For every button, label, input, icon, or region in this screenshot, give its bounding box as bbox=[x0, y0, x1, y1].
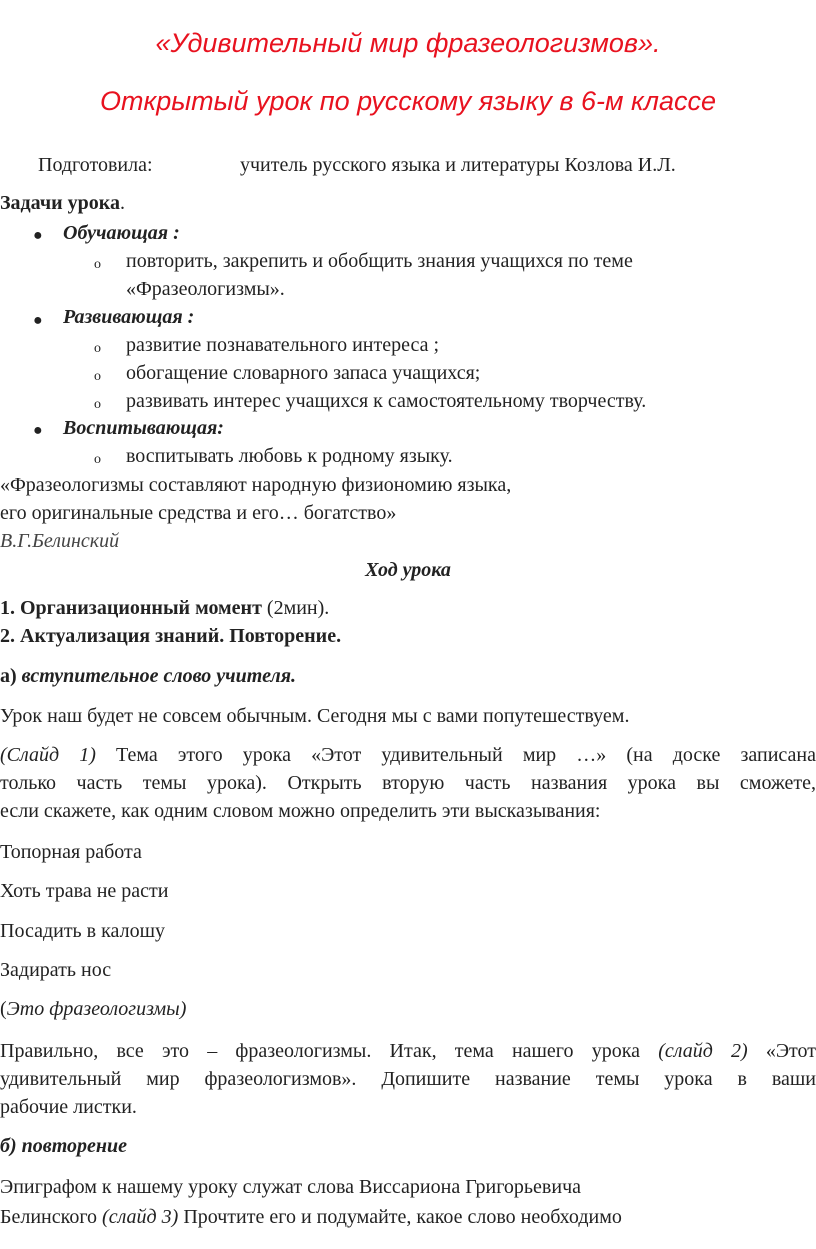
slide1-line: если скажете, как одним словом можно определить эти высказывания: bbox=[0, 800, 601, 822]
document-subtitle: Открытый урок по русскому языку в 6-м классе bbox=[100, 86, 716, 116]
intro-paragraph: Урок наш будет не совсем обычным. Сегодня мы с вами попутешествуем. bbox=[0, 705, 630, 727]
confirm-line: рабочие листки. bbox=[0, 1096, 137, 1118]
step-1 bbox=[0, 597, 329, 620]
task-item: развитие познавательного интереса ; bbox=[126, 334, 440, 356]
answer-text: Это фразеологизмы) bbox=[6, 998, 187, 1020]
phrase-item: Посадить в калошу bbox=[0, 920, 165, 942]
epigraph-author: В.Г.Белинский bbox=[0, 530, 120, 552]
answer-line bbox=[0, 998, 186, 1021]
epigraph-intro-line: Эпиграфом к нашему уроку служат слова Виссариона Григорьевича bbox=[0, 1176, 582, 1198]
confirm-text-end: «Этот bbox=[765, 1040, 816, 1062]
lesson-heading: Ход урока bbox=[365, 559, 451, 581]
epigraph-line: его оригинальные средства и его… богатство» bbox=[0, 502, 397, 524]
slide1-line: только часть темы урока). Открыть вторую часть названия урока вы сможете, bbox=[0, 772, 816, 794]
author-text: учитель русского языка и литературы Козлова И.Л. bbox=[240, 154, 676, 176]
task-item: повторить, закрепить и обобщить знания учащихся по теме bbox=[126, 250, 633, 272]
circle-bullet-icon: o bbox=[94, 257, 101, 272]
slide2-ref: (слайд 2) bbox=[658, 1040, 748, 1062]
answer-paren: ( bbox=[0, 998, 7, 1020]
bullet-icon: ● bbox=[33, 422, 43, 439]
epigraph-intro-line bbox=[0, 1206, 622, 1229]
phrase-item: Задирать нос bbox=[0, 959, 112, 981]
task-item: обогащение словарного запаса учащихся; bbox=[126, 362, 481, 384]
slide1-ref: (Слайд 1) bbox=[0, 744, 96, 766]
author-label: Подготовила: bbox=[38, 154, 153, 176]
bullet-icon: ● bbox=[33, 312, 43, 329]
confirm-line: удивительный мир фразеологизмов». Допишите название темы урока в ваши bbox=[0, 1068, 816, 1090]
task-item-continued: «Фразеологизмы». bbox=[126, 278, 285, 300]
substep-a bbox=[0, 665, 296, 688]
slide1-text: Тема этого урока «Этот удивительный мир …» (на доске записана bbox=[115, 744, 816, 766]
tasks-heading-text: Задачи урока bbox=[0, 192, 121, 214]
epigraph-intro-name: Белинского bbox=[0, 1206, 98, 1228]
confirm-line bbox=[0, 1040, 816, 1063]
tasks-heading-period: . bbox=[120, 192, 126, 214]
substep-a-text: вступительное слово учителя. bbox=[21, 665, 297, 687]
circle-bullet-icon: o bbox=[94, 397, 101, 412]
task-item: развивать интерес учащихся к самостоятельному творчеству. bbox=[126, 390, 647, 412]
tasks-heading bbox=[0, 192, 125, 215]
step-1-title: 1. Организационный момент bbox=[0, 597, 262, 619]
phrase-item: Топорная работа bbox=[0, 841, 142, 863]
substep-a-label: а) bbox=[0, 665, 17, 687]
task-group-name: Обучающая : bbox=[63, 222, 180, 244]
epigraph-intro-end: Прочтите его и подумайте, какое слово необходимо bbox=[183, 1206, 622, 1228]
phrase-item: Хоть трава не расти bbox=[0, 880, 169, 902]
substep-b: б) повторение bbox=[0, 1135, 127, 1157]
document-title: «Удивительный мир фразеологизмов». bbox=[155, 28, 661, 58]
bullet-icon: ● bbox=[33, 227, 43, 244]
circle-bullet-icon: o bbox=[94, 452, 101, 467]
step-1-duration: (2мин). bbox=[261, 597, 330, 619]
slide3-ref: (слайд 3) bbox=[102, 1206, 179, 1228]
circle-bullet-icon: o bbox=[94, 341, 101, 356]
task-item: воспитывать любовь к родному языку. bbox=[126, 445, 453, 467]
slide1-line bbox=[0, 744, 816, 767]
circle-bullet-icon: o bbox=[94, 369, 101, 384]
task-group-name: Развивающая : bbox=[63, 306, 195, 328]
confirm-text: Правильно, все это – фразеологизмы. Итак, тема нашего урока bbox=[0, 1040, 640, 1062]
step-2: 2. Актуализация знаний. Повторение. bbox=[0, 625, 342, 647]
task-group-name: Воспитывающая: bbox=[63, 417, 224, 439]
epigraph-line: «Фразеологизмы составляют народную физиономию языка, bbox=[0, 474, 512, 496]
